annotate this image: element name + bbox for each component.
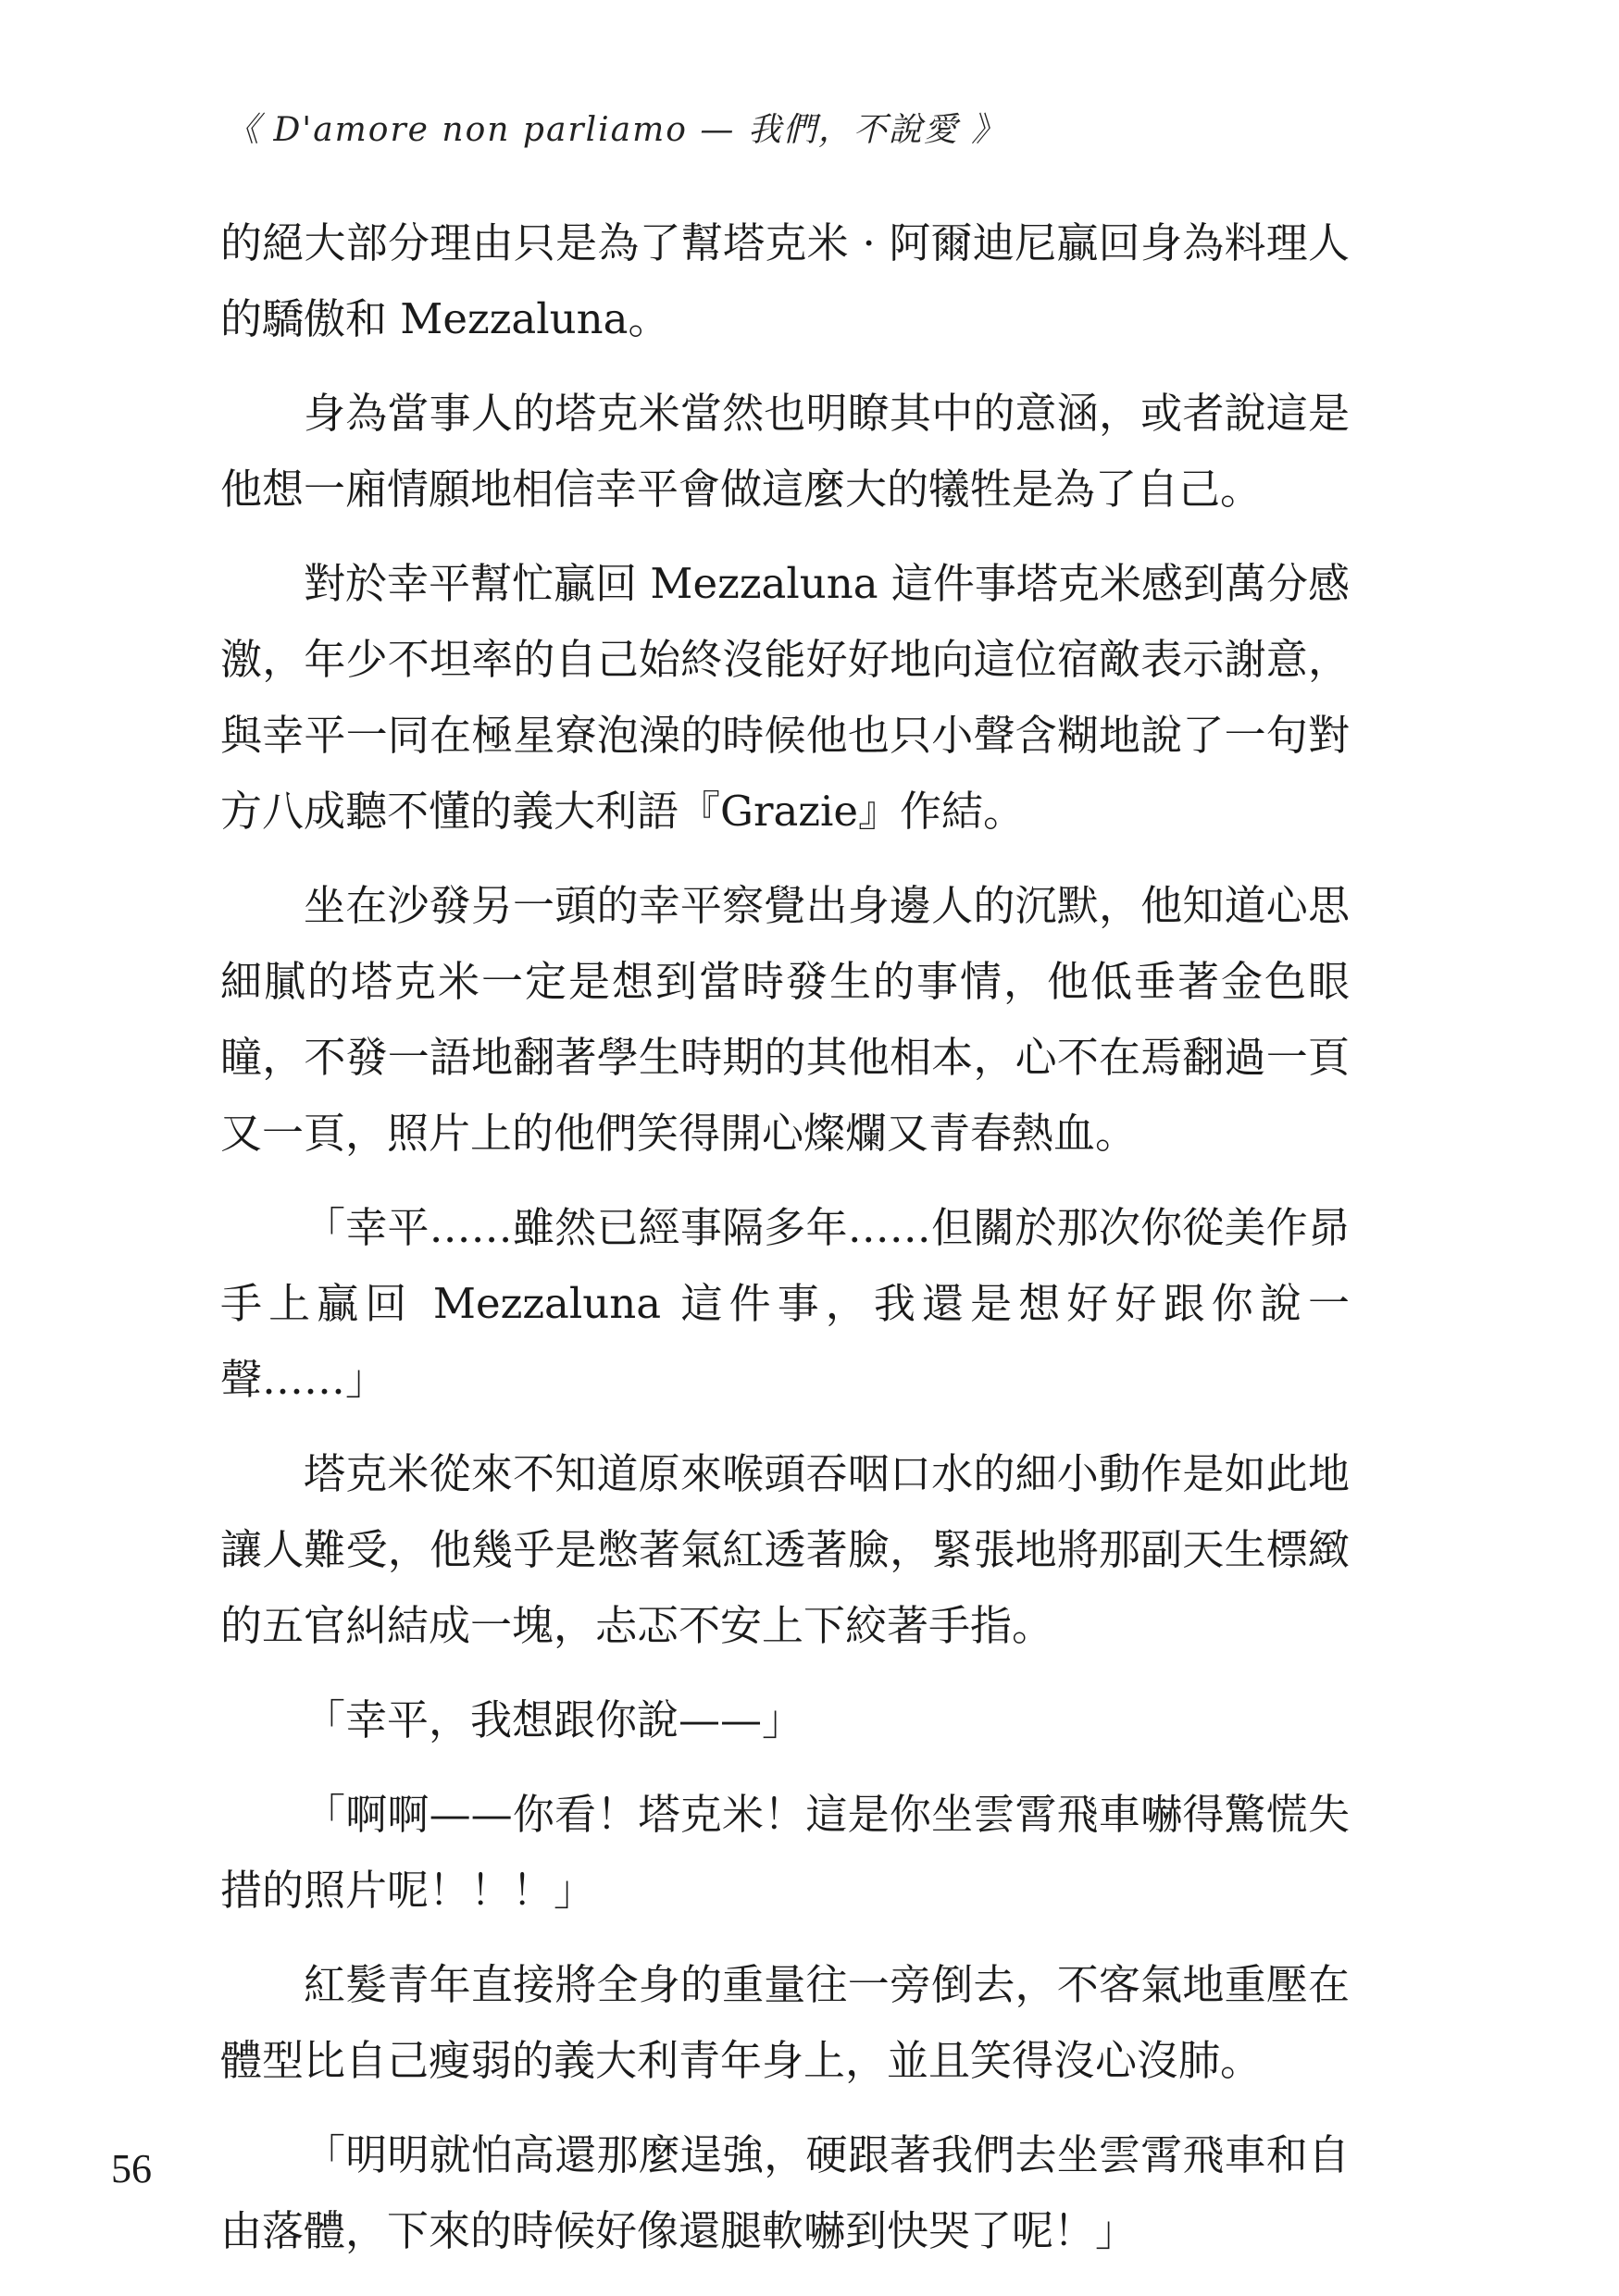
paragraph: 對於幸平幫忙贏回 Mezzaluna 這件事塔克米感到萬分感激，年少不坦率的自己始終沒能好好地向這位宿敵表示謝意，與幸平一同在極星寮泡澡的時候他也只小聲含糊地說了一句對方八成聽不懂的義大利語『Grazie』作結。: [220, 559, 1350, 836]
paragraph: 塔克米從來不知道原來喉頭吞咽口水的細小動作是如此地讓人難受，他幾乎是憋著氣紅透著臉，緊張地將那副天生標緻的五官糾結成一塊，忐忑不安上下絞著手指。: [220, 1449, 1350, 1650]
paragraph: 坐在沙發另一頭的幸平察覺出身邊人的沉默，他知道心思細膩的塔克米一定是想到當時發生的事情，他低垂著金色眼瞳，不發一語地翻著學生時期的其他相本，心不在焉翻過一頁又一頁，照片上的他們笑得開心燦爛又青春熱血。: [220, 881, 1350, 1158]
paragraph-dialogue: 「啊啊——你看！塔克米！這是你坐雲霄飛車嚇得驚慌失措的照片呢！！！」: [220, 1790, 1350, 1915]
paragraph-dialogue: 「幸平，我想跟你說——」: [304, 1695, 804, 1744]
paragraph-dialogue: 「幸平……雖然已經事隔多年……但關於那次你從美作昴手上贏回 Mezzaluna 這件事，我還是想好好跟你說一聲……」: [220, 1203, 1350, 1404]
paragraph-continued: 的絕大部分理由只是為了幫塔克米 · 阿爾迪尼贏回身為料理人的驕傲和 Mezzaluna。: [220, 218, 1350, 343]
body-text: [220, 205, 1350, 2288]
paragraph: 身為當事人的塔克米當然也明瞭其中的意涵，或者說這是他想一廂情願地相信幸平會做這麼大的犧牲是為了自己。: [220, 389, 1350, 514]
paragraph-dialogue: 「明明就怕高還那麼逞強，硬跟著我們去坐雲霄飛車和自由落體，下來的時候好像還腿軟嚇到快哭了呢！」: [220, 2130, 1350, 2255]
page-number: 56: [111, 2146, 152, 2191]
running-head-title: 《 D'amore non parliamo — 我們，不說愛 》: [226, 111, 1007, 149]
paragraph: 紅髮青年直接將全身的重量往一旁倒去，不客氣地重壓在體型比自己瘦弱的義大利青年身上，並且笑得沒心沒肺。: [220, 1960, 1350, 2085]
